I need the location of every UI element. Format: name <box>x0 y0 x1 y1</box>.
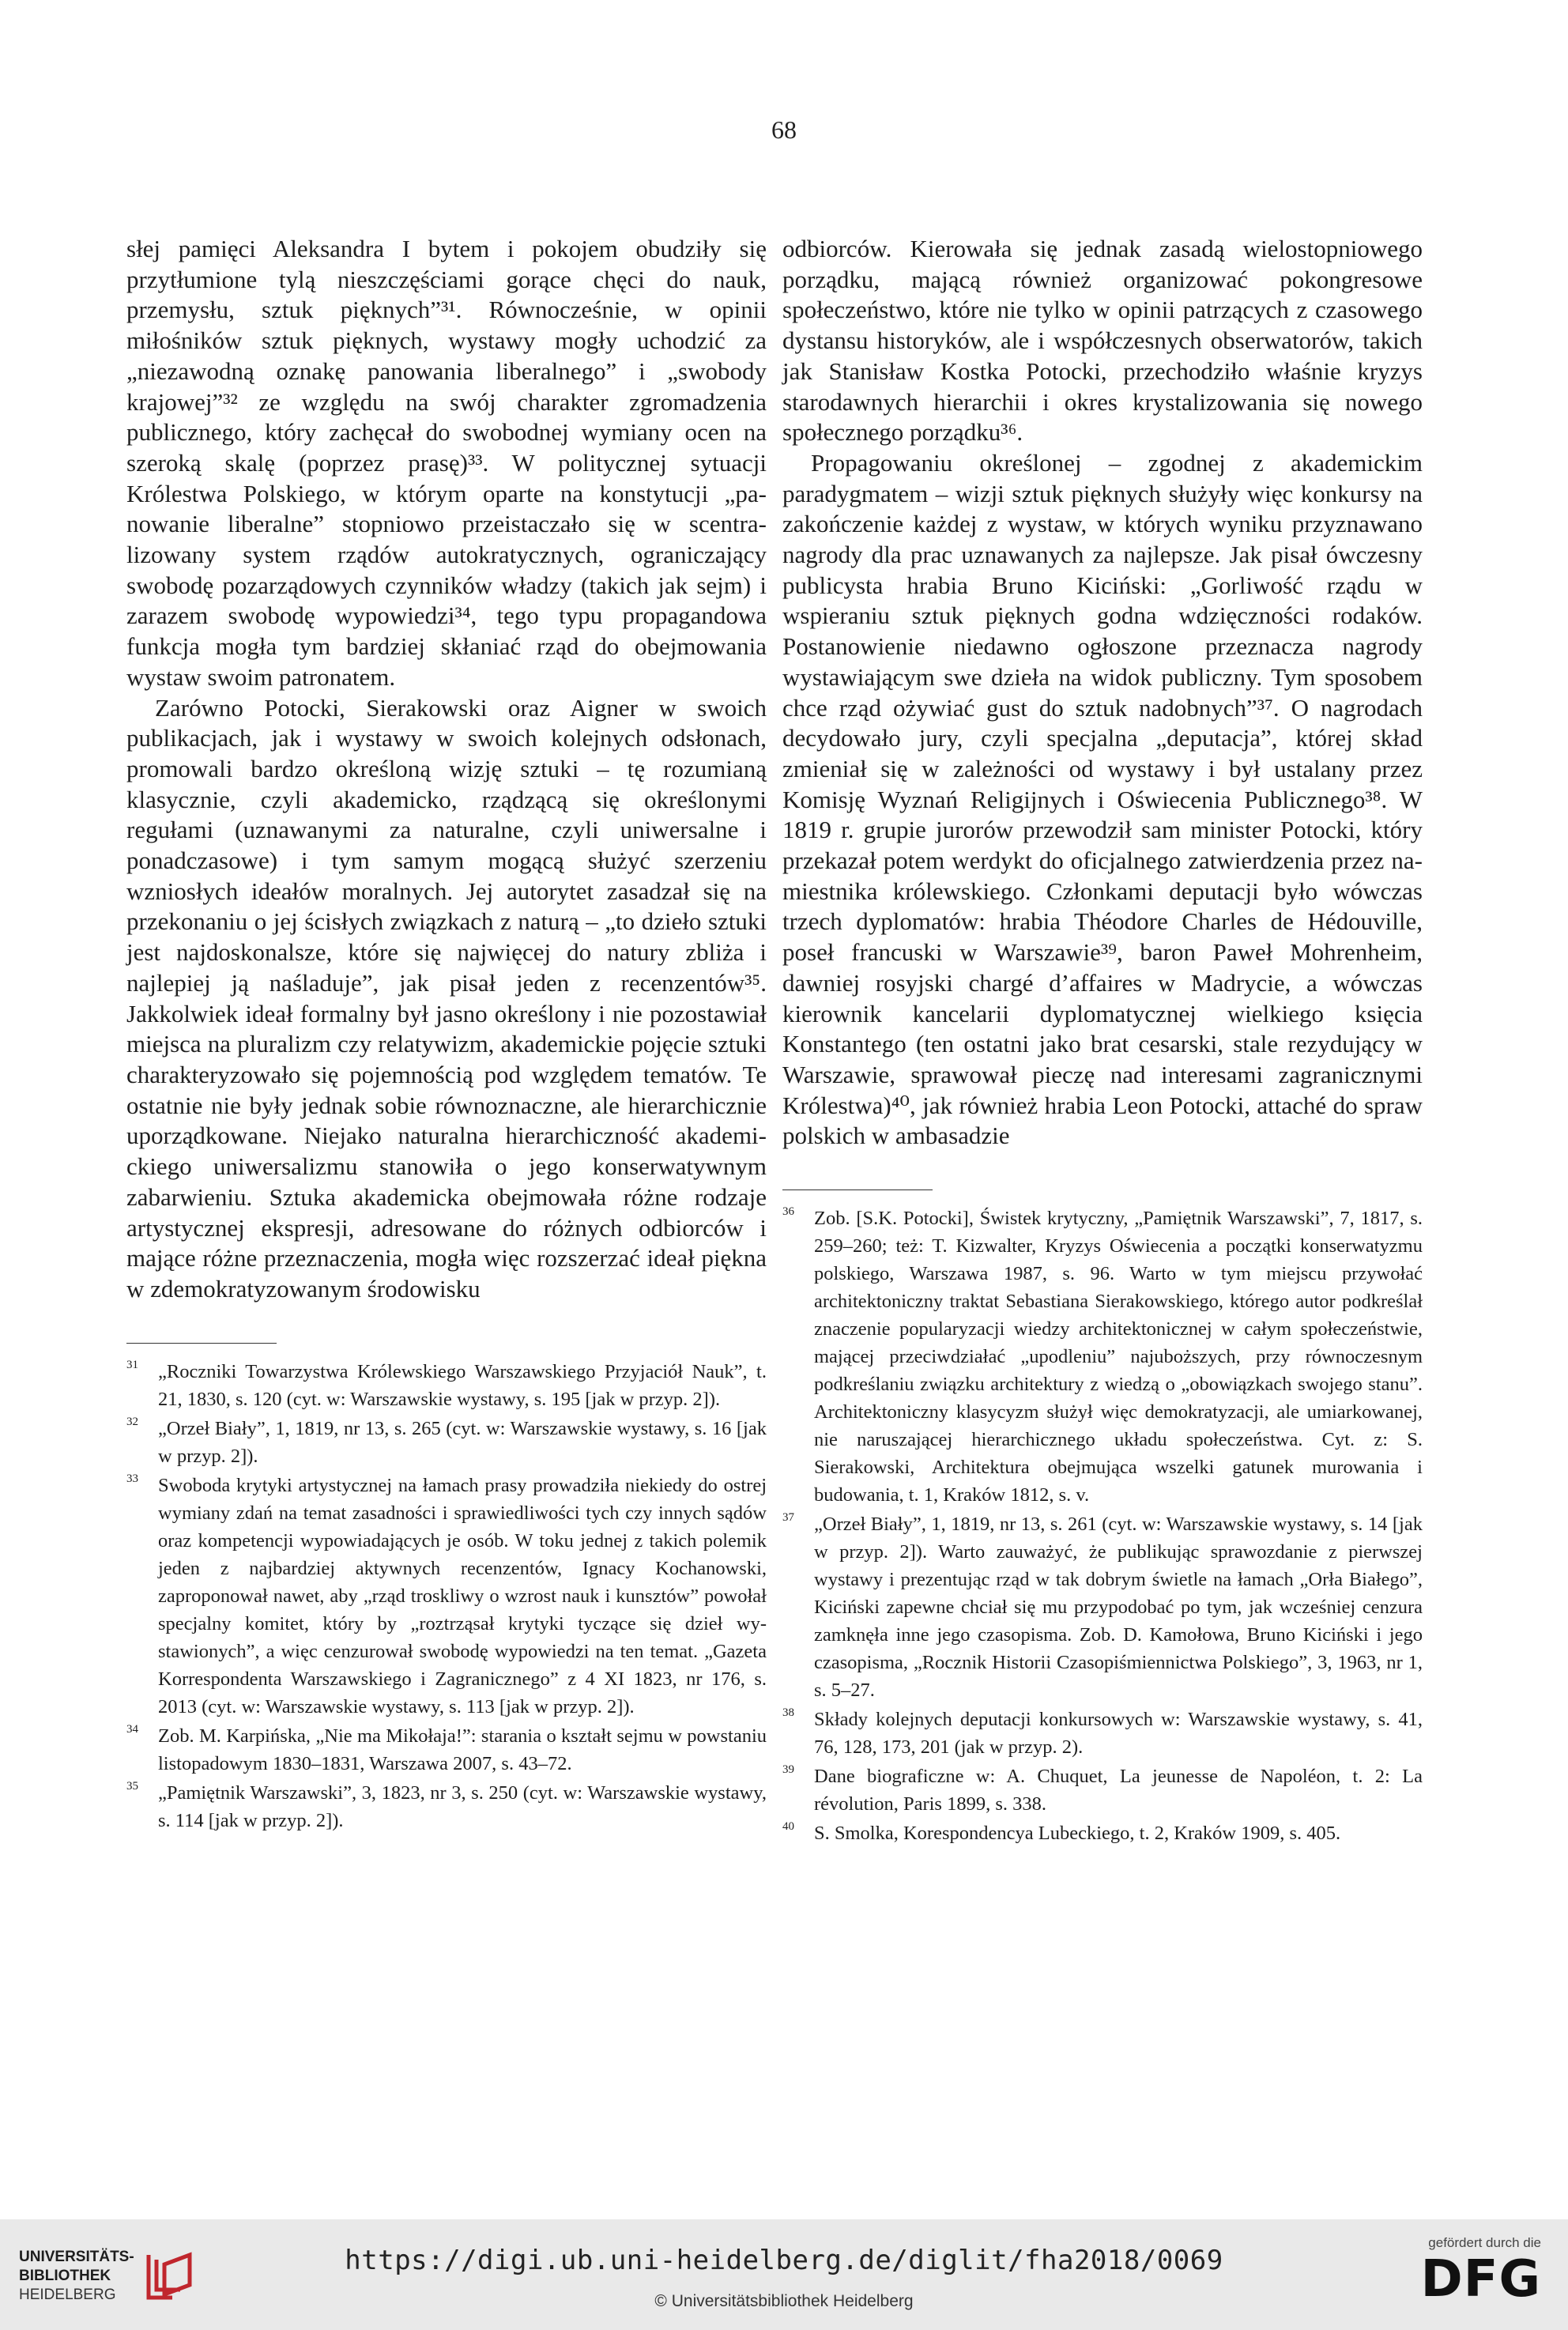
footnote-number: 40 <box>782 1820 794 1834</box>
footnote-40 <box>782 1819 1423 1847</box>
footer-bar <box>0 2219 1568 2330</box>
left-paragraph-2: Zarówno Potocki, Sierakowski oraz Aigner w swoich publikacjach, jak i wystawy w swoich kolejnych odsłonach, promowali bardzo określoną wizję sztuki – tę rozumianą klasycznie, czyli akademicko, rządzącą się określonymi regułami (uznawanymi za naturalne, czyli uniwersalne i ponadczasowe) i tym samym mogącą służyć szerzeniu wzniosłych ideałów moralnych. Jej autorytet zasadzał się na przekonaniu o jej ścisłych związkach z naturą – „to dzieło sztuki jest najdoskonalsze, które się najwięcej do natury zbliża i najlepiej ją naśladuje”, jak pisał jeden z recenzentów³⁵. Jakkolwiek ideał formalny był jasno określony i nie pozostawiał miejsca na pluralizm czy relatywizm, akademickie pojęcie sztuki charakteryzowało się pojemnością pod względem tematów. Te ostatnie nie były jednak sobie równoznaczne, ale hierarchicznie uporządkowane. Niejako naturalna hierarchiczność akademickiego uniwersalizmu stanowiła o jego konserwatywnym zabarwieniu. Sztuka akademicka obejmowała różne rodzaje artystycznej ekspresji, adresowane do różnych odbiorców i mające różne przeznaczenia, mogła więc rozszerzać ideał piękna w zdemokratyzowanym środowisku <box>126 693 767 1303</box>
footnote-35 <box>126 1779 767 1834</box>
footnote-text: Swoboda krytyki artystycznej na łamach prasy prowadziła niekiedy do ostrej wymiany zdań na temat zasadności i sprawiedliwości tych czy innych sądów oraz kompetencji wypowiadających je osób. W toku jednej z takich polemik jeden z najbardziej aktywnych recenzentów, Ignacy Kochanowski, zaproponował nawet, aby „rząd troskliwy o wzrost nauk i kunsztów” powołał specjalny komitet, który by „roztrząsał krytyki tyczące się dzieł wystawionych”, a więc cenzurował swobodę wypowiedzi na ten temat. „Gazeta Korrespondenta Warszawskiego i Zagranicznego” z 4 XI 1823, nr 176, s. 2013 (cyt. w: Warszawskie wystawy, s. 113 [jak w przyp. 2]). <box>158 1474 767 1717</box>
footnote-text: Zob. M. Karpińska, „Nie ma Mikołaja!”: starania o kształt sejmu w powstaniu listopadowym 1830–1831, Warszawa 2007, s. 43–72. <box>158 1725 767 1774</box>
footnote-39 <box>782 1763 1423 1818</box>
right-footnotes <box>782 1205 1423 1847</box>
footnote-number: 39 <box>782 1763 794 1777</box>
left-column <box>126 234 767 1836</box>
footnote-number: 36 <box>782 1205 794 1219</box>
left-footnotes <box>126 1358 767 1834</box>
footnote-text: „Orzeł Biały”, 1, 1819, nr 13, s. 265 (cyt. w: Warszawskie wystawy, s. 16 [jak w przyp. 2]). <box>158 1417 767 1467</box>
footnote-text: „Roczniki Towarzystwa Królewskiego Warszawskiego Przyjaciół Nauk”, t. 21, 1830, s. 120 (cyt. w: Warszawskie wystawy, s. 195 [jak w przyp. 2]). <box>158 1360 767 1410</box>
footnote-number: 31 <box>126 1358 138 1371</box>
footnote-32 <box>126 1415 767 1470</box>
footnote-31 <box>126 1358 767 1413</box>
footnote-text: „Orzeł Biały”, 1, 1819, nr 13, s. 261 (cyt. w: Warszawskie wystawy, s. 14 [jak w przyp. 2]). Warto zauważyć, że publikując sprawozdanie z pierwszej wystawy i prezentując rząd w tak dobrym świetle na łamach „Orła Białego”, Kiciński zapewne chciał się mu przypodobać po tym, jak wcześniej cenzura zamknęła inne jego czasopisma. Zob. D. Kamołowa, Bruno Kiciński i jego czasopisma, „Rocznik Historii Czasopiśmiennictwa Polskiego”, 3, 1963, nr 1, s. 5–27. <box>814 1514 1423 1702</box>
funding-note: gefördert durch die <box>1428 2235 1541 2250</box>
footnote-number: 37 <box>782 1511 794 1525</box>
dfg-logo[interactable]: DFG <box>1420 2250 1541 2309</box>
page-url-link[interactable]: https://digi.ub.uni-heidelberg.de/diglit/fha2018/0069 <box>345 2245 1223 2276</box>
footnote-37 <box>782 1510 1423 1704</box>
footnote-text: Składy kolejnych deputacji konkursowych w: Warszawskie wystawy, s. 41, 76, 128, 173, 201 (jak w przyp. 2). <box>814 1709 1423 1759</box>
footnote-36 <box>782 1205 1423 1509</box>
footnote-38 <box>782 1706 1423 1761</box>
footnote-text: „Pamiętnik Warszawski”, 3, 1823, nr 3, s. 250 (cyt. w: Warszawskie wystawy, s. 114 [jak w przyp. 2]). <box>158 1781 767 1831</box>
footnote-number: 34 <box>126 1722 138 1736</box>
copyright-notice: © Universitätsbibliothek Heidelberg <box>654 2292 914 2310</box>
left-paragraph-1: słej pamięci Aleksandra I bytem i pokojem obudziły się przytłumione tylą nieszczęściami gorące chęci do nauk, przemysłu, sztuk pięknych”³¹. Równocześnie, w opinii miłośników sztuk pięknych, wystawy mogły uchodzić za „niezawodną oznakę panowania liberalnego” i „swobody krajowej”³² ze względu na swój charakter zgromadzenia publicznego, który zachęcał do swobodnej wymiany ocen na szeroką skalę (poprzez prasę)³³. W politycznej sytuacji Królestwa Polskiego, w którym oparte na konstytucji „panowanie liberalne” stopniowo przeistaczało się w scentralizowany system rządów autokratycznych, ograniczający swobodę pozarządowych czynników władzy (takich jak sejm) i zarazem swobodę wypowiedzi³⁴, tego typu propagandowa funkcja mogła tym bardziej skłaniać rząd do obejmowania wystaw swoim patronatem. <box>126 235 767 691</box>
right-paragraph-2: Propagowaniu określonej – zgodnej z akademickim paradygmatem – wizji sztuk pięknych służyły więc konkursy na zakończenie każdej z wystaw, w których wyniku przyznawano nagrody dla prac uznawanych za najlepsze. Jak pisał ówczesny publicysta hrabia Bruno Kiciński: „Gorliwość rządu w wspieraniu sztuk pięknych godna wdzięczności rodaków. Postanowienie niedawno ogłoszone przeznacza nagrody wystawiającym swe dzieła na widok publiczny. Tym sposobem chce rząd ożywiać gust do sztuk nadobnych”³⁷. O nagrodach decydowało jury, czyli specjalna „deputacja”, której skład zmieniał się w zależności od wystawy i był ustalany przez Komisję Wyznań Religijnych i Oświecenia Publicznego³⁸. W 1819 r. grupie jurorów przewodził sam minister Potocki, który przekazał potem werdykt do oficjalnego zatwierdzenia przez namiestnika królewskiego. Członkami deputacji było wówczas trzech dyplomatów: hrabia Théodore Charles de Hédouville, poseł francuski w Warszawie³⁹, baron Paweł Mohrenheim, dawniej rosyjski chargé d’affaires w Madrycie, a wówczas kierownik kancelarii dyplomatycznej wielkiego księcia Konstantego (ten ostatni jako brat cesarski, stale rezydujący w Warszawie, sprawował pieczę nad interesami zagranicznymi Królestwa)⁴⁰, jak również hrabia Leon Potocki, attaché do spraw polskich w ambasadzie <box>782 448 1423 1150</box>
footnote-34 <box>126 1722 767 1778</box>
footnote-number: 38 <box>782 1706 794 1720</box>
footnote-33 <box>126 1472 767 1721</box>
footnote-text: Zob. [S.K. Potocki], Świstek krytyczny, „Pamiętnik Warszawski”, 7, 1817, s. 259–260; też: T. Kizwalter, Kryzys Oświecenia a początki konserwatyzmu polskiego, Warszawa 1987, s. 96. Warto w tym miejscu przywołać architektoniczny traktat Sebastiana Sierakowskiego, którego autor podkreślał znaczenie popularyzacji wiedzy architektonicznej w całym społeczeństwie, mającej przeciwdziałać „upodleniu” najuboższych, przy równoczesnym podkreślaniu związku architektury z wiedzą o „obowiązkach swojego stanu”. Architektoniczny klasycyzm służył więc demokratyzacji, ale umiarkowanej, nie naruszającej hierarchicznego układu społeczeństwa. Cyt. z: S. Sierakowski, Architektura obejmująca wszelki gatunek murowania i budowania, t. 1, Kraków 1812, s. v. <box>814 1208 1423 1506</box>
library-name-line-1: UNIVERSITÄTS- <box>19 2249 134 2265</box>
right-column <box>782 234 1423 1849</box>
right-paragraph-1: odbiorców. Kierowała się jednak zasadą wielostopniowego porządku, mającą również organizować pokongresowe społeczeństwo, które nie tylko w opinii patrzących z czasowego dystansu historyków, ale i współczesnych obserwatorów, takich jak Stanisław Kostka Potocki, przechodziło właśnie kryzys starodawnych hierarchii i okres krystalizowania się nowego społecznego porządku³⁶. <box>782 235 1423 447</box>
footnote-number: 33 <box>126 1472 138 1485</box>
footnote-number: 32 <box>126 1415 138 1428</box>
page-number: 68 <box>771 115 797 144</box>
footnote-number: 35 <box>126 1779 138 1793</box>
footnote-text: S. Smolka, Korespondencya Lubeckiego, t. 2, Kraków 1909, s. 405. <box>814 1823 1341 1845</box>
library-name-line-2: BIBLIOTHEK <box>19 2268 111 2284</box>
funder-block <box>1420 2235 1541 2309</box>
library-name-line-3: HEIDELBERG <box>19 2287 116 2303</box>
footnote-text: Dane biograficzne w: A. Chuquet, La jeunesse de Napoléon, t. 2: La révolution, Paris 1899, s. 338. <box>814 1766 1423 1815</box>
footnote-separator <box>126 1343 277 1344</box>
